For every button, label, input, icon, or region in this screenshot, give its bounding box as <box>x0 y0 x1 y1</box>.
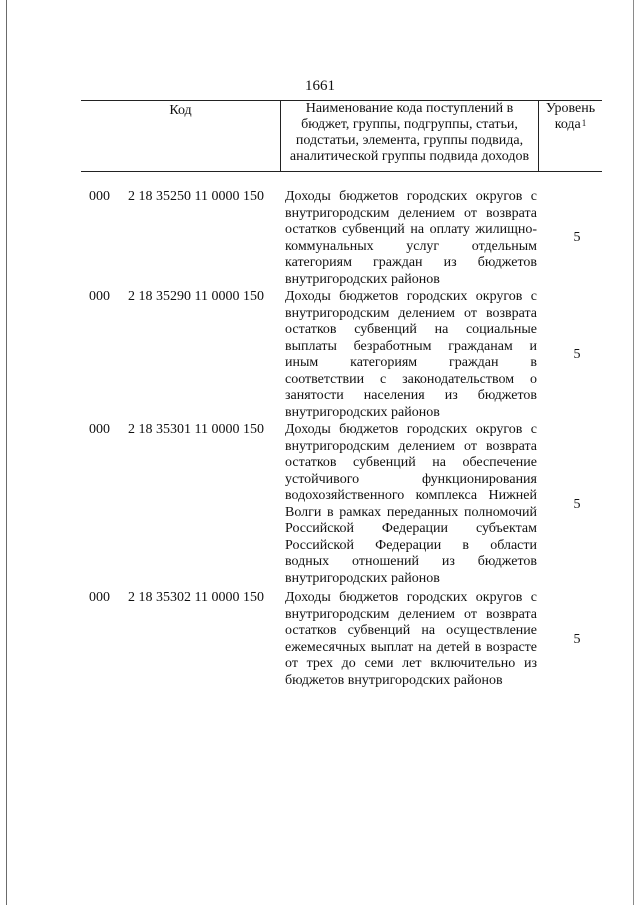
row-name-line: выплаты безработным гражданам и <box>285 338 537 354</box>
row-name-line: остатков субвенций на обеспечение <box>285 455 537 470</box>
column-header-level-word: кода <box>554 117 581 132</box>
page-number: 1661 <box>305 78 335 94</box>
row-name-line: водных отношений из бюджетов <box>285 554 537 569</box>
row-level: 5 <box>573 632 581 647</box>
row-name-line: коммунальных услуг отдельным <box>285 238 537 254</box>
row-name-line: внутригородским делением от возврата <box>285 305 537 321</box>
column-header-level-line1: Уровень <box>545 101 596 116</box>
row-code: 2 18 35290 11 0000 150 <box>128 289 264 304</box>
row-level: 5 <box>573 497 581 512</box>
row-name-line: внутригородским делением от возврата <box>285 606 537 622</box>
row-name-line: ежемесячных выплат на детей в возрасте <box>285 639 537 655</box>
row-name-line: внутригородским делением от возврата <box>285 205 537 221</box>
row-prefix: 000 <box>89 289 110 304</box>
row-code: 2 18 35250 11 0000 150 <box>128 189 264 204</box>
row-name-line: Российской Федерации субъектам <box>285 521 537 536</box>
row-name-line: Доходы бюджетов городских округов с <box>285 422 537 437</box>
row-name-line: от трех до семи лет включительно из <box>285 656 537 671</box>
row-name-line: водохозяйственного комплекса Нижней <box>285 488 537 503</box>
row-name <box>285 590 537 689</box>
column-header-name-line: подстатьи, элемента, группы подвида, <box>295 133 524 148</box>
row-name-line: бюджетов внутригородских районов <box>285 672 503 688</box>
scan-edge-left <box>6 0 7 905</box>
column-header-code <box>81 101 281 171</box>
column-header-code-label: Код <box>169 103 192 118</box>
row-name-line: Доходы бюджетов городских округов с <box>285 189 537 204</box>
row-name-line: соответствии с законодательством о <box>285 371 537 387</box>
row-name-line: занятости населения из бюджетов <box>285 388 537 403</box>
row-name-line: иным категориям граждан в <box>285 355 537 370</box>
row-level: 5 <box>573 230 581 245</box>
row-code: 2 18 35301 11 0000 150 <box>128 422 264 437</box>
row-name <box>285 422 537 587</box>
row-name-line: остатков субвенций на осуществление <box>285 623 537 638</box>
row-name-line: внутригородским делением от возврата <box>285 438 537 454</box>
column-header-name-line: Наименование кода поступлений в <box>305 101 514 116</box>
row-name-line: категориям граждан из бюджетов <box>285 255 537 270</box>
row-name-line: Волги в рамках переданных полномочий <box>285 504 537 520</box>
row-name-line: остатков субвенций на оплату жилищно- <box>285 222 537 237</box>
row-code: 2 18 35302 11 0000 150 <box>128 590 264 605</box>
row-name <box>285 189 537 288</box>
row-prefix: 000 <box>89 189 110 204</box>
row-name <box>285 289 537 421</box>
row-name-line: Российской Федерации в области <box>285 537 537 553</box>
column-header-level <box>539 101 602 171</box>
column-header-level-line2 <box>539 117 602 133</box>
table-header <box>81 100 602 172</box>
row-name-line: Доходы бюджетов городских округов с <box>285 590 537 605</box>
row-level: 5 <box>573 347 581 362</box>
row-name-line: внутригородских районов <box>285 404 440 420</box>
row-name-line: внутригородских районов <box>285 271 440 287</box>
row-name-line: устойчивого функционирования <box>285 471 537 487</box>
row-name-line: остатков субвенций на социальные <box>285 322 537 337</box>
column-header-name <box>281 101 539 171</box>
row-name-line: Доходы бюджетов городских округов с <box>285 289 537 304</box>
row-name-line: внутригородских районов <box>285 570 440 586</box>
column-header-name-line: бюджет, группы, подгруппы, статьи, <box>301 117 518 132</box>
column-header-name-line: аналитической группы подвида доходов <box>289 149 530 164</box>
footnote-marker: 1 <box>581 118 587 128</box>
row-prefix: 000 <box>89 422 110 437</box>
row-prefix: 000 <box>89 590 110 605</box>
scan-edge-right <box>633 0 634 905</box>
